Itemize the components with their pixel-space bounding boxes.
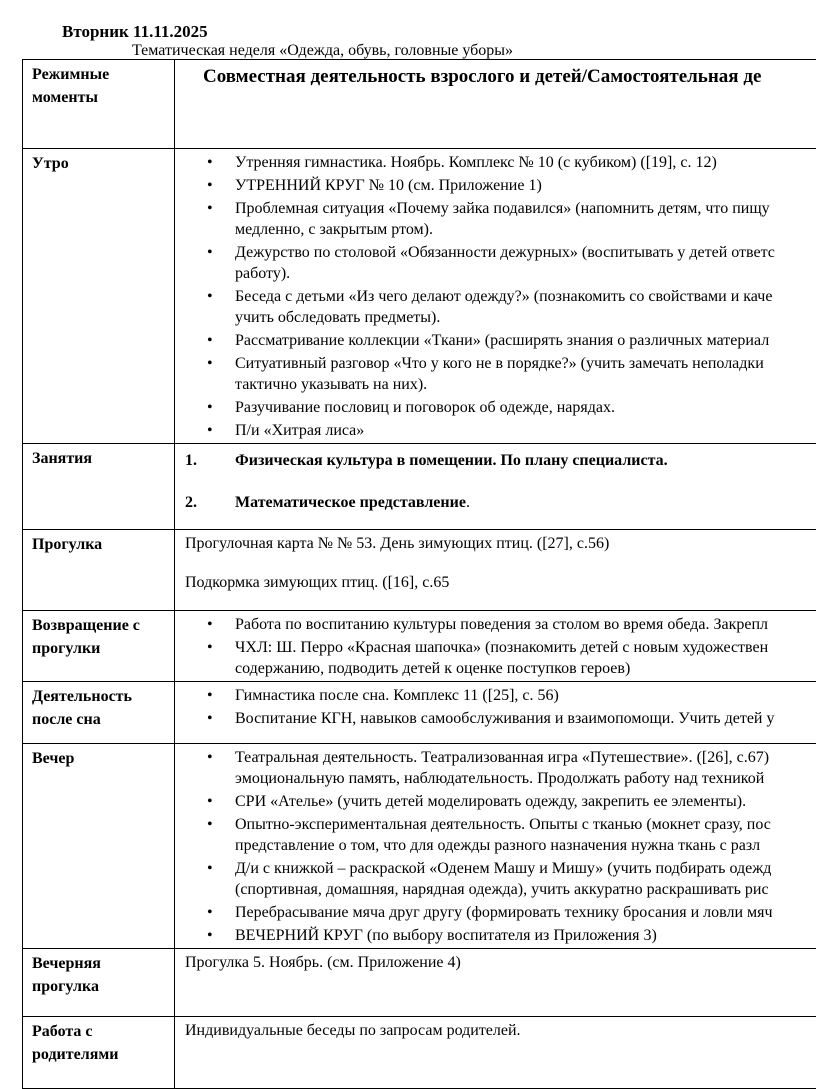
list-item [185,198,816,240]
list-item-line: содержанию, подводить детей к оценке поступков героев) [235,658,816,679]
column-header-activity [175,60,816,149]
class-item-2 [185,492,816,513]
row-content-walk [175,530,816,611]
row-label-parents: Работа с родителями [23,1017,175,1089]
evening-walk-text: Прогулка 5. Ноябрь. (см. Приложение 4) [185,952,816,973]
parents-text: Индивидуальные беседы по запросам родителей. [185,1020,816,1041]
class-item-2-suffix: . [466,494,470,511]
walk-line-2: Подкормка зимующих птиц. ([16], с.65 [185,572,816,593]
list-item-line: • Разучивание пословиц и поговорок об одежде, нарядах. [235,397,816,418]
list-item-line: • ВЕЧЕРНИЙ КРУГ (по выбору воспитателя из Приложения 3) [235,925,816,946]
list-item [185,858,816,900]
list-item-line: • Опытно-экспериментальная деятельность. Опыты с тканью (мокнет сразу, пос [235,814,816,835]
row-evening-walk [23,949,816,1017]
row-evening [23,744,816,949]
row-label-evening-walk: Вечерняя прогулка [23,949,175,1017]
list-item-line: • Работа по воспитанию культуры поведения за столом во время обеда. Закрепл [235,614,816,635]
row-content-classes [175,444,816,530]
list-item-line: • Беседа с детьми «Из чего делают одежду?» (познакомить со свойствами и каче [235,286,816,307]
list-item [185,397,816,418]
list-item [185,420,816,441]
list-item-line: • Гимнастика после сна. Комплекс 11 ([25], с. 56) [235,685,816,706]
list-item-line: • Ситуативный разговор «Что у кого не в порядке?» (учить замечать неполадки [235,353,816,374]
list-item [185,902,816,923]
return-list [185,614,816,679]
list-item-line: • Перебрасывание мяча друг другу (формировать технику бросания и ловли мяч [235,902,816,923]
row-content-parents [175,1017,816,1089]
list-item [185,242,816,284]
page-date: Вторник 11.11.2025 [62,22,208,42]
list-item [185,152,816,173]
row-content-morning [175,149,816,444]
list-item-line: • Рассматривание коллекции «Ткани» (расширять знания о различных материал [235,330,816,351]
list-item [185,791,816,812]
list-item-line: медленно, с закрытым ртом). [235,219,816,240]
list-item [185,814,816,856]
list-item-line: • Проблемная ситуация «Почему зайка подавился» (напомнить детям, что пищу [235,198,816,219]
list-item-line: • Воспитание КГН, навыков самообслуживания и взаимопомощи. Учить детей у [235,708,816,729]
row-after-sleep [23,682,816,744]
morning-list [185,152,816,441]
list-item [185,330,816,351]
list-item-line: • СРИ «Ателье» (учить детей моделировать одежду, закрепить ее элементы). [235,791,816,812]
row-walk [23,530,816,611]
list-item [185,175,816,196]
class-item-1 [185,450,816,471]
row-content-evening [175,744,816,949]
list-item-line: • Театральная деятельность. Театрализованная игра «Путешествие». ([26], с.67) [235,747,816,768]
schedule-table [22,59,816,1089]
list-item-line: • Утренняя гимнастика. Ноябрь. Комплекс № 10 (с кубиком) ([19], с. 12) [235,152,816,173]
list-item [185,614,816,635]
row-morning [23,149,816,444]
row-classes [23,444,816,530]
class-item-2-number: 2. [185,492,197,513]
table-header-row [23,60,816,149]
row-label-return: Возвращение с прогулки [23,611,175,682]
list-item-line: эмоциональную память, наблюдательность. Продолжать работу над техникой [235,768,816,789]
list-item-line: • Д/и с книжкой – раскраской «Оденем Машу и Мишу» (учить подбирать одежд [235,858,816,879]
list-item-line: тактично указывать на них). [235,374,816,395]
row-label-evening: Вечер [23,744,175,949]
row-label-after-sleep: Деятельность после сна [23,682,175,744]
walk-line-1: Прогулочная карта № № 53. День зимующих птиц. ([27], с.56) [185,533,816,554]
list-item [185,685,816,706]
column-header-activity-text: Совместная деятельность взрослого и детей/Самостоятельная де [175,60,816,87]
list-item-line: • ЧХЛ: Ш. Перро «Красная шапочка» (познакомить детей с новым художествен [235,637,816,658]
list-item-line: • П/и «Хитрая лиса» [235,420,816,441]
list-item-line: представление о том, что для одежды разного назначения нужна ткань с разл [235,835,816,856]
list-item [185,925,816,946]
class-item-1-text: Физическая культура в помещении. По плану специалиста. [235,452,668,469]
list-item [185,286,816,328]
list-item [185,353,816,395]
after-sleep-list [185,685,816,729]
list-item [185,708,816,729]
row-parents [23,1017,816,1089]
row-content-return [175,611,816,682]
row-return [23,611,816,682]
class-item-1-number: 1. [185,450,197,471]
list-item [185,637,816,679]
row-label-morning: Утро [23,149,175,444]
row-label-classes: Занятия [23,444,175,530]
page-subtitle: Тематическая неделя «Одежда, обувь, головные уборы» [132,42,513,60]
list-item-line: (спортивная, домашняя, нарядная одежда), учить аккуратно раскрашивать рис [235,879,816,900]
evening-list [185,747,816,946]
row-label-walk: Прогулка [23,530,175,611]
column-header-moments: Режимные моменты [23,60,175,149]
row-content-evening-walk [175,949,816,1017]
class-item-2-text: Математическое представление [235,494,466,511]
row-content-after-sleep [175,682,816,744]
list-item-line: • УТРЕННИЙ КРУГ № 10 (см. Приложение 1) [235,175,816,196]
list-item-line: учить обследовать предметы). [235,307,816,328]
list-item [185,747,816,789]
list-item-line: • Дежурство по столовой «Обязанности дежурных» (воспитывать у детей ответс [235,242,816,263]
list-item-line: работу). [235,263,816,284]
